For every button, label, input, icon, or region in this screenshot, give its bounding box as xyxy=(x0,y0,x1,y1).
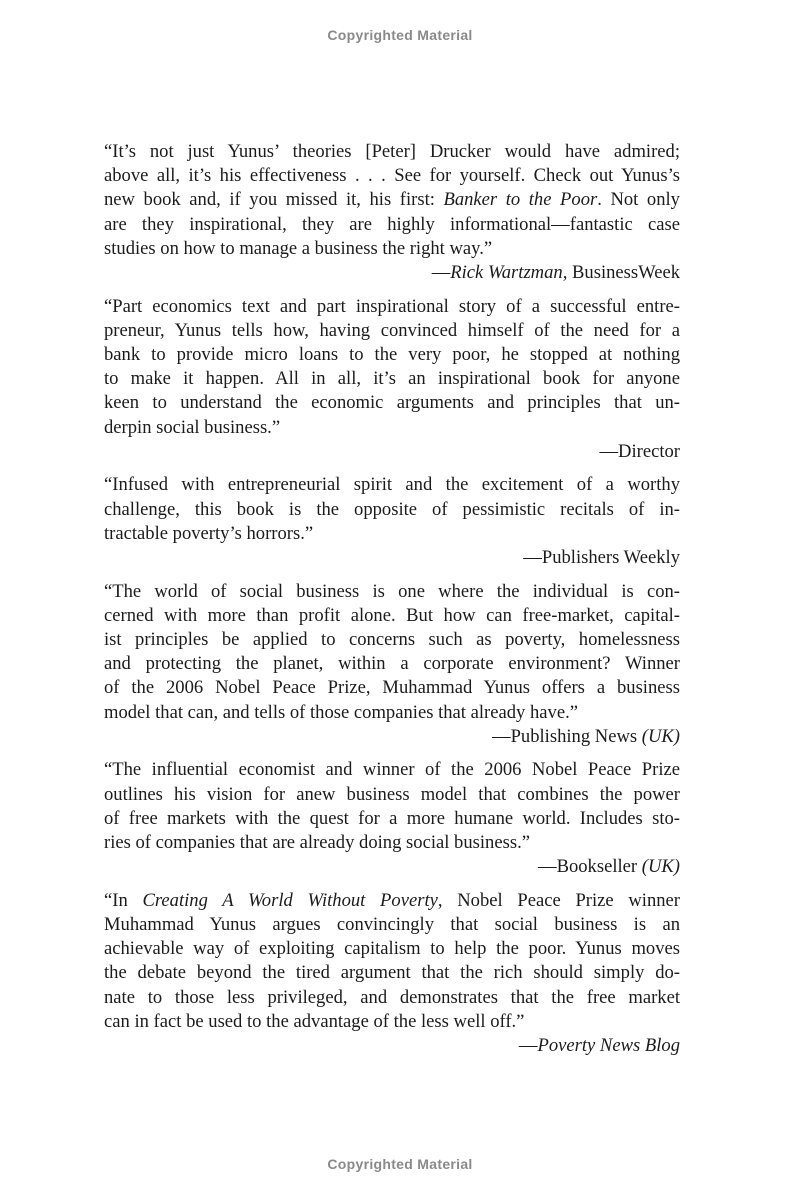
text: “Infused with entrepreneurial spirit and the excitement of a worthy xyxy=(104,474,680,496)
text: model that can, and tells of those companies that already have.” xyxy=(104,701,578,723)
text: Muhammad Yunus argues convincingly that social business is an xyxy=(104,914,680,936)
quote-line xyxy=(104,522,680,546)
text: —Publishers Weekly xyxy=(523,547,680,569)
review-attribution xyxy=(104,725,680,749)
quote-line xyxy=(104,652,680,676)
quote-line xyxy=(104,580,680,604)
quote-line xyxy=(104,140,680,164)
text: —Bookseller xyxy=(537,856,642,878)
text: derpin social business.” xyxy=(104,416,281,438)
text: ries of companies that are already doing social business.” xyxy=(104,832,530,854)
italic-text: Poverty News Blog xyxy=(537,1035,680,1057)
text: bank to provide micro loans to the very poor, he stopped at nothing xyxy=(104,344,680,366)
quote-line xyxy=(104,367,680,391)
text: can in fact be used to the advantage of the less well off.” xyxy=(104,1010,525,1032)
italic-text: Rick Wartzman, xyxy=(450,262,568,284)
review-attribution xyxy=(104,440,680,464)
quote-line xyxy=(104,237,680,261)
quote-line xyxy=(104,343,680,367)
copyright-notice-footer: Copyrighted Material xyxy=(327,1156,473,1172)
text: the debate beyond the tired argument that the rich should simply do- xyxy=(104,962,680,984)
quote-line xyxy=(104,807,680,831)
text: challenge, this book is the opposite of pessimistic recitals of in- xyxy=(104,498,680,520)
text: outlines his vision for anew business model that combines the power xyxy=(104,783,680,805)
review-2 xyxy=(104,473,680,570)
text: ist principles be applied to concerns such as poverty, homelessness xyxy=(104,629,680,651)
quote-line xyxy=(104,295,680,319)
text: to make it happen. All in all, it’s an inspirational book for anyone xyxy=(104,368,680,390)
text: cerned with more than profit alone. But how can free-market, capital- xyxy=(104,604,680,626)
review-4 xyxy=(104,758,680,879)
text: “The influential economist and winner of the 2006 Nobel Peace Prize xyxy=(104,759,680,781)
review-5 xyxy=(104,889,680,1058)
italic-text: Banker to the Poor xyxy=(443,189,598,211)
text: — xyxy=(518,1035,538,1057)
text: , Nobel Peace Prize winner xyxy=(437,889,681,911)
copyright-notice-header: Copyrighted Material xyxy=(327,27,473,43)
text: —Director xyxy=(599,440,680,462)
text: “The world of social business is one where the individual is con- xyxy=(104,580,680,602)
text: studies on how to manage a business the right way.” xyxy=(104,237,493,259)
quote-line xyxy=(104,628,680,652)
italic-text: (UK) xyxy=(641,856,680,878)
text: “In xyxy=(104,889,143,911)
quote-line xyxy=(104,783,680,807)
quote-line xyxy=(104,1010,680,1034)
text: new book and, if you missed it, his first: xyxy=(104,189,444,211)
quote-line xyxy=(104,416,680,440)
text: preneur, Yunus tells how, having convinced himself of the need for a xyxy=(104,319,680,341)
text: and protecting the planet, within a corporate environment? Winner xyxy=(104,653,680,675)
quote-line xyxy=(104,758,680,782)
review-1 xyxy=(104,295,680,464)
text: — xyxy=(431,262,451,284)
text: “Part economics text and part inspirational story of a successful entre- xyxy=(104,295,680,317)
quote-line xyxy=(104,913,680,937)
quote-line xyxy=(104,701,680,725)
text: BusinessWeek xyxy=(567,262,680,284)
text: keen to understand the economic arguments and principles that un- xyxy=(104,392,680,414)
text: achievable way of exploiting capitalism to help the poor. Yunus moves xyxy=(104,938,680,960)
quote-line xyxy=(104,473,680,497)
quote-line xyxy=(104,164,680,188)
quote-line xyxy=(104,831,680,855)
review-attribution xyxy=(104,261,680,285)
text: tractable poverty’s horrors.” xyxy=(104,522,314,544)
quote-line xyxy=(104,188,680,212)
italic-text: Creating A World Without Poverty xyxy=(142,889,438,911)
quote-line xyxy=(104,498,680,522)
review-attribution xyxy=(104,855,680,879)
text: “It’s not just Yunus’ theories [Peter] Drucker would have admired; xyxy=(104,141,680,162)
quote-line xyxy=(104,391,680,415)
text: are they inspirational, they are highly informational—fantastic case xyxy=(104,213,680,235)
quote-line xyxy=(104,319,680,343)
text: above all, it’s his effectiveness . . . See for yourself. Check out Yunus’s xyxy=(104,165,680,187)
review-attribution xyxy=(104,546,680,570)
text: . Not only xyxy=(597,189,680,211)
text: nate to those less privileged, and demonstrates that the free market xyxy=(104,986,680,1008)
quote-line xyxy=(104,604,680,628)
quote-line xyxy=(104,961,680,985)
text: —Publishing News xyxy=(491,725,642,747)
review-attribution xyxy=(104,1034,680,1058)
review-0 xyxy=(104,140,680,285)
quote-line xyxy=(104,889,680,913)
text: of the 2006 Nobel Peace Prize, Muhammad Yunus offers a business xyxy=(104,677,680,699)
quote-line xyxy=(104,937,680,961)
review-3 xyxy=(104,580,680,749)
quote-line xyxy=(104,986,680,1010)
italic-text: (UK) xyxy=(641,725,680,747)
quote-line xyxy=(104,676,680,700)
reviews-container xyxy=(104,140,680,1068)
text: of free markets with the quest for a more humane world. Includes sto- xyxy=(104,807,680,829)
quote-line xyxy=(104,213,680,237)
